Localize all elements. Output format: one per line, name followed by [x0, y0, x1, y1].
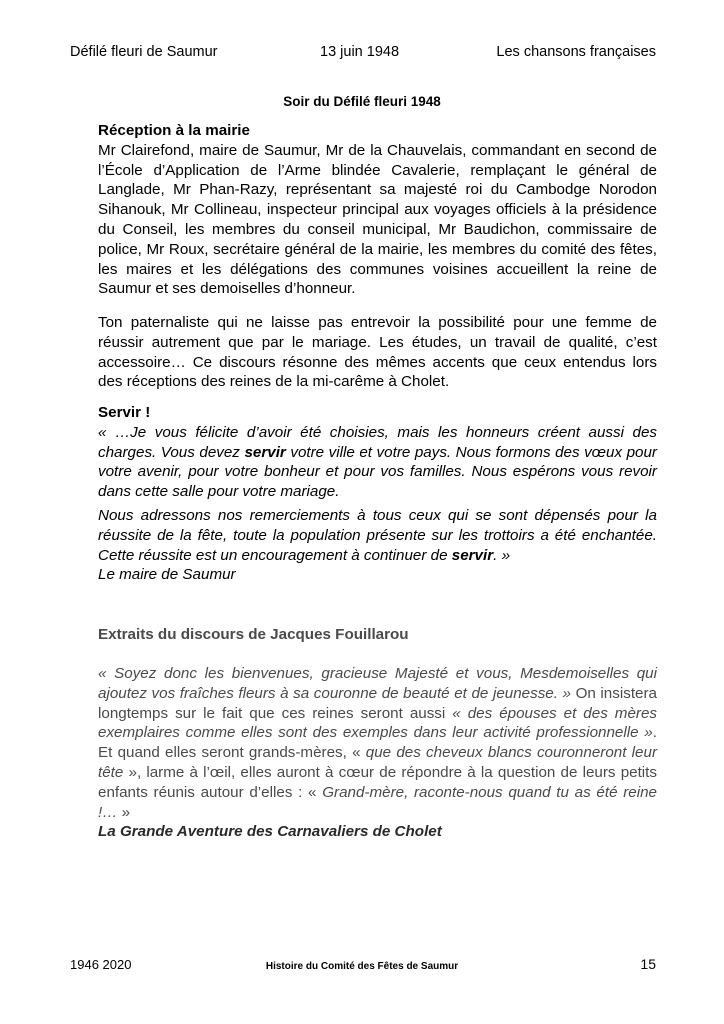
- page-title: Soir du Défilé fleuri 1948: [283, 94, 441, 109]
- quote: Grand-mère, raconte-nous quand tu as été reine !…: [98, 783, 657, 821]
- quote: « Soyez donc les bienvenues, gracieuse Majesté et vous, Mesdemoiselles qui ajoutez vos fraîches fleurs à sa couronne de beauté et de jeunesse. »: [98, 665, 657, 702]
- section-servir: [98, 403, 657, 502]
- narrative-text: »: [117, 803, 131, 821]
- section-heading-reception: Réception à la mairie: [98, 122, 250, 139]
- source-citation: La Grande Aventure des Carnavaliers de Cholet: [98, 823, 442, 840]
- section-heading-fouillarou: Extraits du discours de Jacques Fouillarou: [98, 626, 409, 643]
- footer-title: Histoire du Comité des Fêtes de Saumur: [265, 961, 459, 972]
- narrative-text: . Et quand elles seront grands-mères, «: [98, 724, 657, 762]
- speech-text: votre ville et votre pays. Nous formons des vœux pour votre avenir, pour votre bonheur et pour vos familles. Nous espérons vous revoir dans cette salle pour votre mariage.: [98, 443, 657, 501]
- mayor-speech-container: [98, 506, 657, 565]
- emphasis-servir: servir: [244, 443, 286, 461]
- emphasis-servir: servir: [451, 546, 494, 564]
- mayor-speech-paragraph-2: [98, 506, 657, 565]
- footer-years: 1946 2020: [70, 957, 132, 972]
- narrative-text: On insistera longtemps sur le fait que ces reines seront aussi: [98, 684, 657, 722]
- header-left: Défilé fleuri de Saumur: [70, 44, 218, 60]
- section-reception: [98, 121, 657, 299]
- commentary-paragraph: Ton paternaliste qui ne laisse pas entrevoir la possibilité pour une femme de réussir autrement que par le mariage. Les études, un travail de qualité, c’est accessoire… Ce discours résonne des mêmes accents que ceux entendus lors des réceptions des reines de la mi-carême à Cholet.: [98, 314, 657, 391]
- mayor-signature: Le maire de Saumur: [98, 566, 236, 583]
- section-heading-servir: Servir !: [98, 404, 151, 421]
- header-right: Les chansons françaises: [496, 44, 656, 60]
- quote: « des épouses et des mères exemplaires comme elles sont des exemples dans leur activité professionnelle »: [98, 704, 657, 742]
- speech-text: « …Je vous félicite d’avoir été choisies, mais les honneurs créent aussi des charges. Vous devez: [98, 423, 657, 461]
- fouillarou-paragraph: [98, 664, 657, 822]
- speech-text: . »: [493, 546, 511, 564]
- narrative-text: », larme à l’œil, elles auront à cœur de répondre à la question de leurs petits enfants réunis autour d’elles : «: [98, 763, 657, 801]
- commentary-paragraph-container: [98, 313, 657, 392]
- quote: que des cheveux blancs couronneront leur tête: [98, 744, 657, 781]
- mayor-speech-paragraph-1: [98, 423, 657, 502]
- section-fouillarou: [98, 664, 657, 822]
- page-number: 15: [640, 956, 656, 972]
- reception-paragraph: Mr Clairefond, maire de Saumur, Mr de la Chauvelais, commandant en second de l’École d’Application de l’Arme blindée Cavalerie, remplaçant le général de Langlade, Mr Phan-Razy, représentant sa majesté roi du Cambodge Norodon Sihanouk, Mr Collineau, inspecteur principal aux voyages officiels à la présidence du Conseil, les membres du conseil municipal, Mr Baudichon, commissaire de police, Mr Roux, secrétaire général de la mairie, les membres du comité des fêtes, les maires et les délégations des communes voisines accueillent la reine de Saumur et ses demoiselles d’honneur.: [98, 141, 657, 298]
- speech-text: Nous adressons nos remerciements à tous ceux qui se sont dépensés pour la réussite de la fête, toute la population présente sur les trottoirs a été enchantée. Cette réussite est un encouragement à continuer de: [98, 507, 657, 564]
- header-date: 13 juin 1948: [320, 44, 400, 60]
